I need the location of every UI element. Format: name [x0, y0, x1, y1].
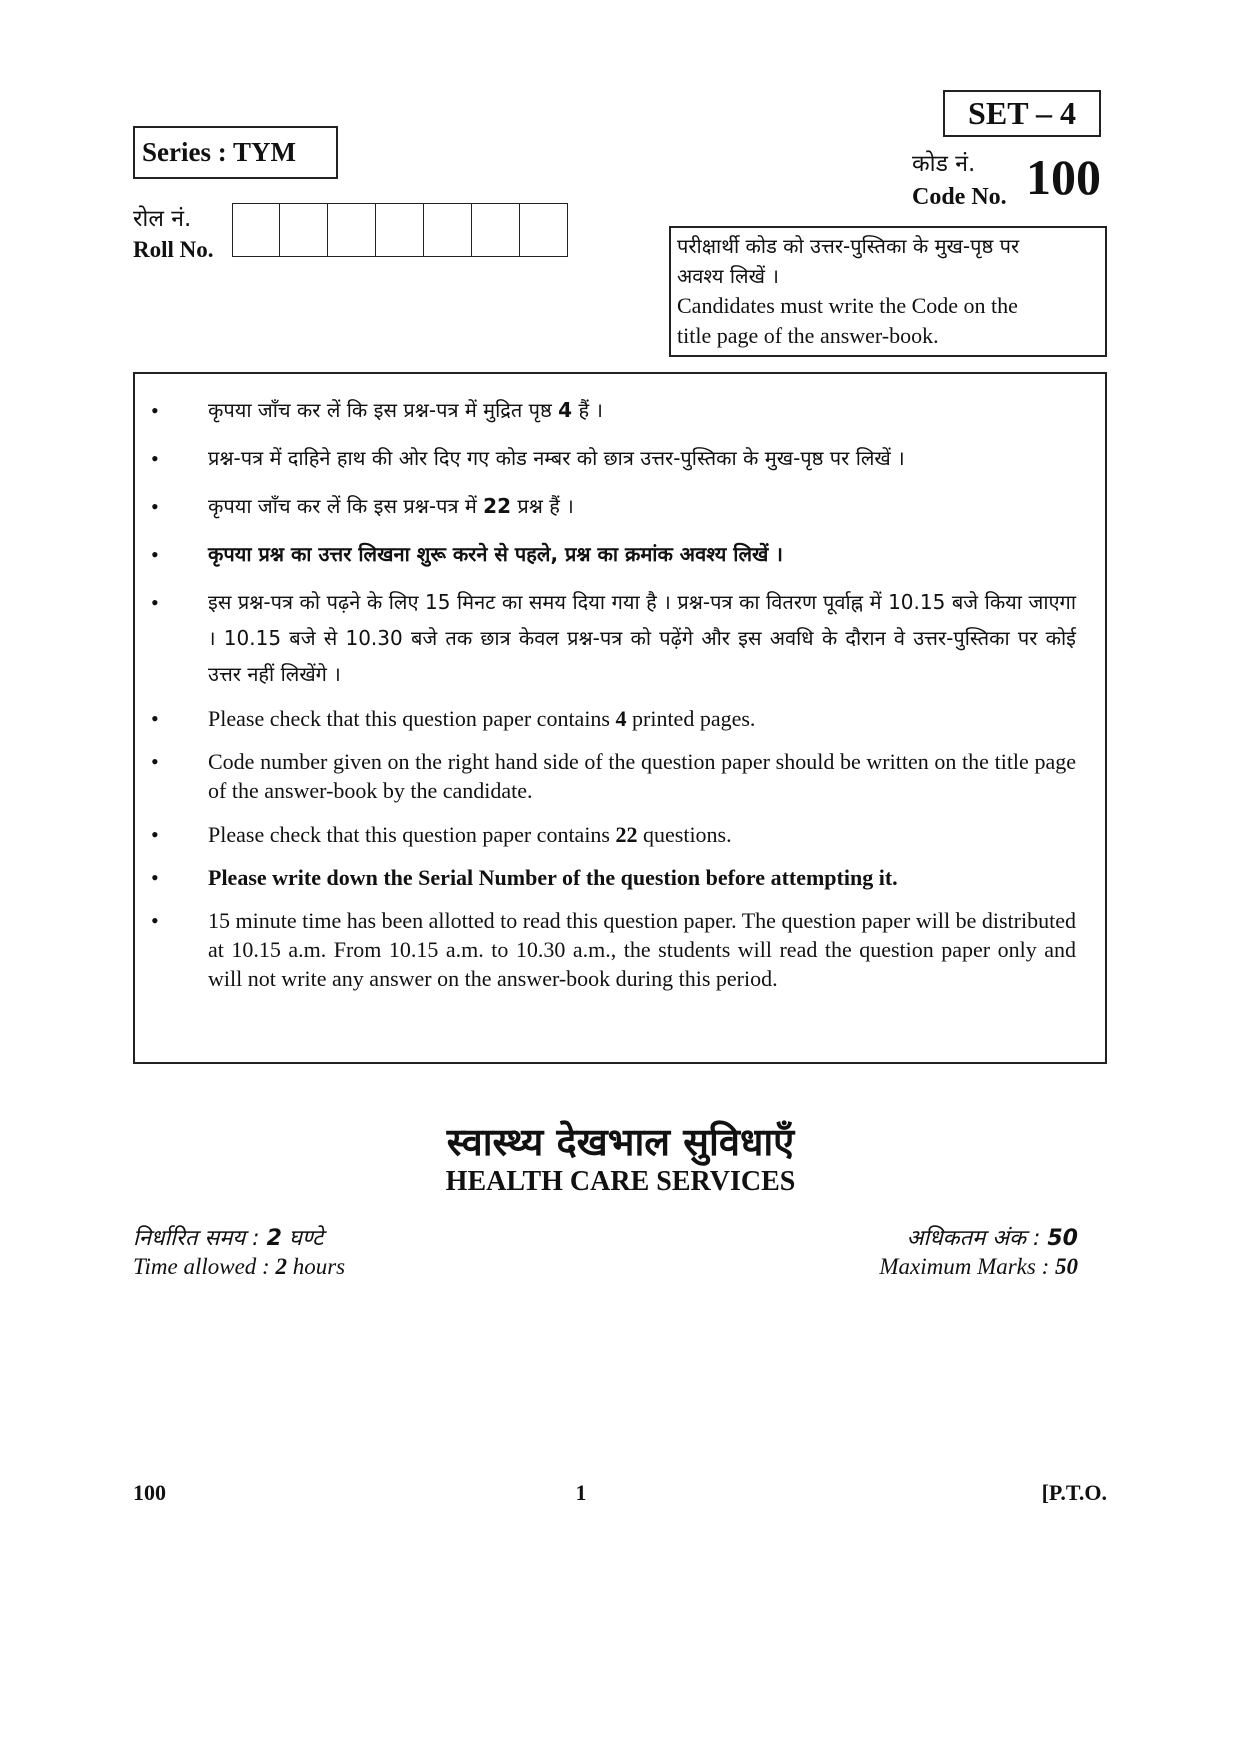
roll-cell[interactable]: [328, 203, 376, 257]
code-label: Code No.: [912, 184, 1007, 210]
code-label-hindi: कोड नं.: [912, 151, 976, 177]
instruction-emphasis: 4: [615, 706, 627, 731]
bullet-icon: •: [151, 908, 159, 933]
instruction-text: हैं ।: [572, 398, 604, 422]
time-allowed-hindi: [133, 1222, 323, 1252]
footer-code: 100: [133, 1480, 166, 1505]
instruction-text: प्रश्न हैं ।: [511, 494, 574, 518]
time-value: 2: [275, 1254, 287, 1279]
marks-value-hindi: 50: [1047, 1226, 1078, 1251]
instruction-text: कृपया जाँच कर लें कि इस प्रश्न-पत्र में: [208, 494, 484, 518]
pto-label: [P.T.O.: [1041, 1480, 1107, 1505]
set-label: SET – 4: [968, 95, 1076, 131]
time-label-hindi: निर्धारित समय :: [133, 1226, 267, 1251]
instructions-box: [133, 372, 1107, 1064]
candidate-note-box: [669, 226, 1107, 357]
page-number: 1: [575, 1480, 587, 1505]
time-unit-hindi: घण्टे: [281, 1226, 324, 1251]
bullet-icon: •: [151, 749, 159, 774]
candidate-note-line2: title page of the answer-book.: [677, 323, 939, 348]
roll-cell[interactable]: [280, 203, 328, 257]
instruction-text: questions.: [637, 822, 732, 847]
candidate-note-line1: Candidates must write the Code on the: [677, 293, 1018, 318]
bullet-icon: •: [151, 494, 159, 519]
instruction-1: [208, 704, 1076, 733]
bullet-icon: •: [151, 542, 159, 567]
instruction-hindi-3: [208, 488, 1076, 524]
series-label: Series : TYM: [142, 137, 296, 167]
subject-title-hindi: स्वास्थ्य देखभाल सुविधाएँ: [446, 1120, 795, 1164]
subject-title: HEALTH CARE SERVICES: [445, 1166, 796, 1197]
marks-label: Maximum Marks :: [879, 1254, 1055, 1279]
instruction-4: Please write down the Serial Number of the question before attempting it.: [208, 865, 898, 890]
roll-cell[interactable]: [376, 203, 424, 257]
instruction-hindi-2: प्रश्न-पत्र में दाहिने हाथ की ओर दिए गए कोड नम्बर को छात्र उत्तर-पुस्तिका के मुख-पृष्ठ पर लिखें ।: [208, 446, 905, 470]
instruction-2: Code number given on the right hand side of the question paper should be written on the title page of the answer-book by the candidate.: [208, 749, 1076, 803]
instruction-hindi-5: इस प्रश्न-पत्र को पढ़ने के लिए 15 मिनट का समय दिया गया है । प्रश्न-पत्र का वितरण पूर्वाह्न में 10.15 बजे किया जाएगा । 10.15 बजे से 10.30 बजे तक छात्र केवल प्रश्न-पत्र को पढ़ेंगे और इस अवधि के दौरान वे उत्तर-पुस्तिका पर कोई उत्तर नहीं लिखेंगे ।: [208, 590, 1076, 686]
marks-label-hindi: अधिकतम अंक :: [906, 1226, 1048, 1251]
max-marks-hindi: [907, 1222, 1078, 1252]
roll-cell[interactable]: [424, 203, 472, 257]
instruction-hindi-1: [208, 392, 1076, 428]
bullet-icon: •: [151, 398, 159, 423]
roll-number-boxes: [232, 203, 568, 257]
instruction-text: printed pages.: [626, 706, 756, 731]
time-value-hindi: 2: [266, 1226, 282, 1251]
instruction-emphasis: 22: [483, 494, 511, 518]
instruction-3: [208, 820, 1076, 849]
candidate-note-hindi-line1: परीक्षार्थी कोड को उत्तर-पुस्तिका के मुख-पृष्ठ पर: [677, 234, 1020, 258]
bullet-icon: •: [151, 706, 159, 731]
bullet-icon: •: [151, 865, 159, 890]
set-box: [943, 90, 1101, 137]
instruction-text: Please check that this question paper contains: [208, 822, 616, 847]
roll-cell[interactable]: [232, 203, 280, 257]
instruction-text: Please check that this question paper contains: [208, 706, 616, 731]
code-number: 100: [1026, 149, 1101, 205]
roll-label-hindi: रोल नं.: [133, 206, 192, 232]
bullet-icon: •: [151, 446, 159, 471]
time-allowed: [133, 1254, 345, 1280]
roll-cell[interactable]: [472, 203, 520, 257]
time-unit: hours: [286, 1254, 346, 1279]
instruction-5: 15 minute time has been allotted to read this question paper. The question paper will be distributed at 10.15 a.m. From 10.15 a.m. to 10.30 a.m., the students will read the question paper only and will not write any answer on the answer-book during this period.: [208, 908, 1076, 991]
series-box: [133, 126, 338, 179]
candidate-note-hindi-line2: अवश्य लिखें ।: [677, 264, 779, 288]
instruction-hindi-4: कृपया प्रश्न का उत्तर लिखना शुरू करने से पहले, प्रश्न का क्रमांक अवश्य लिखें ।: [208, 542, 783, 566]
instruction-emphasis: 22: [615, 822, 638, 847]
instruction-emphasis: 4: [558, 398, 573, 422]
bullet-icon: •: [151, 822, 159, 847]
time-label: Time allowed :: [133, 1254, 276, 1279]
marks-value: 50: [1055, 1254, 1078, 1279]
roll-label: Roll No.: [133, 237, 214, 262]
max-marks: [879, 1254, 1078, 1280]
roll-cell[interactable]: [520, 203, 568, 257]
instruction-text: कृपया जाँच कर लें कि इस प्रश्न-पत्र में मुद्रित पृष्ठ: [208, 398, 559, 422]
bullet-icon: •: [151, 590, 159, 615]
